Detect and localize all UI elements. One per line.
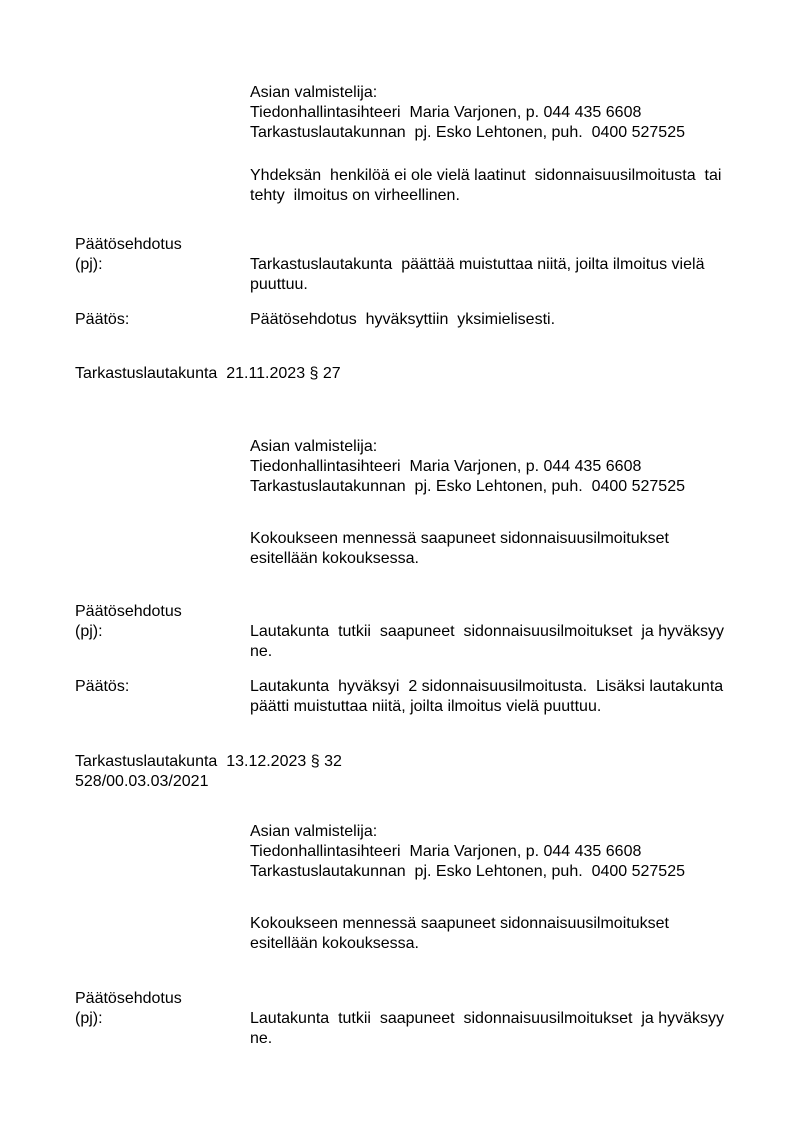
label-line: Päätös: <box>75 311 130 328</box>
label-line: Päätösehdotus <box>75 990 182 1007</box>
row-label <box>75 310 250 330</box>
decision-proposal-row-3 <box>75 989 740 1049</box>
preparer-block-3 <box>250 822 740 882</box>
preparer-title: Asian valmistelija: <box>250 438 378 455</box>
note-line: Kokoukseen mennessä saapuneet sidonnaisuusilmoitukset <box>250 915 669 932</box>
case-number: 528/00.03.03/2021 <box>75 773 209 790</box>
body-line: Tarkastuslautakunta päättää muistuttaa niitä, joilta ilmoitus vielä <box>250 256 705 273</box>
row-label <box>75 602 250 642</box>
section-heading-2 <box>75 752 740 792</box>
body-line: Lautakunta hyväksyi 2 sidonnaisuusilmoitusta. Lisäksi lautakunta <box>250 678 724 695</box>
preparer-block-2 <box>250 437 740 497</box>
preparer-contact-2: Tarkastuslautakunnan pj. Esko Lehtonen, puh. 0400 527525 <box>250 863 685 880</box>
body-line: Päätösehdotus hyväksyttiin yksimielisesti. <box>250 311 556 328</box>
decision-row-2 <box>75 677 740 717</box>
label-line: (pj): <box>75 623 103 640</box>
row-body <box>250 989 740 1049</box>
preparer-block-1 <box>250 83 740 143</box>
label-line: Päätösehdotus <box>75 603 182 620</box>
preparer-contact-2: Tarkastuslautakunnan pj. Esko Lehtonen, puh. 0400 527525 <box>250 124 685 141</box>
row-label <box>75 677 250 697</box>
body-line: Lautakunta tutkii saapuneet sidonnaisuusilmoitukset ja hyväksyy ne. <box>250 1010 733 1047</box>
body-line: puuttuu. <box>250 276 308 293</box>
decision-proposal-row-1 <box>75 235 740 295</box>
preparer-title: Asian valmistelija: <box>250 84 378 101</box>
preparer-contact-1: Tiedonhallintasihteeri Maria Varjonen, p. 044 435 6608 <box>250 104 642 121</box>
note-line: tehty ilmoitus on virheellinen. <box>250 187 460 204</box>
note-line: Kokoukseen mennessä saapuneet sidonnaisuusilmoitukset <box>250 530 669 547</box>
note-paragraph-1 <box>250 166 740 206</box>
label-line: Päätösehdotus <box>75 236 182 253</box>
note-line: Yhdeksän henkilöä ei ole vielä laatinut sidonnaisuusilmoitusta tai <box>250 167 722 184</box>
decision-proposal-row-2 <box>75 602 740 662</box>
note-line: esitellään kokouksessa. <box>250 550 419 567</box>
row-label <box>75 235 250 275</box>
row-label <box>75 989 250 1029</box>
note-line: esitellään kokouksessa. <box>250 935 419 952</box>
row-body <box>250 310 740 330</box>
preparer-contact-1: Tiedonhallintasihteeri Maria Varjonen, p. 044 435 6608 <box>250 843 642 860</box>
label-line: (pj): <box>75 1010 103 1027</box>
row-body <box>250 235 740 295</box>
section-heading-1 <box>75 364 740 384</box>
decision-row-1 <box>75 310 740 330</box>
note-paragraph-2 <box>250 529 740 569</box>
preparer-contact-1: Tiedonhallintasihteeri Maria Varjonen, p. 044 435 6608 <box>250 458 642 475</box>
preparer-title: Asian valmistelija: <box>250 823 378 840</box>
heading-line: Tarkastuslautakunta 21.11.2023 § 27 <box>75 365 341 382</box>
note-paragraph-3 <box>250 914 740 954</box>
row-body <box>250 677 740 717</box>
body-line: Lautakunta tutkii saapuneet sidonnaisuusilmoitukset ja hyväksyy ne. <box>250 623 733 660</box>
row-body <box>250 602 740 662</box>
label-line: Päätös: <box>75 678 130 695</box>
body-line: päätti muistuttaa niitä, joilta ilmoitus vielä puuttuu. <box>250 698 602 715</box>
heading-line: Tarkastuslautakunta 13.12.2023 § 32 <box>75 753 342 770</box>
label-line: (pj): <box>75 256 103 273</box>
preparer-contact-2: Tarkastuslautakunnan pj. Esko Lehtonen, puh. 0400 527525 <box>250 478 685 495</box>
